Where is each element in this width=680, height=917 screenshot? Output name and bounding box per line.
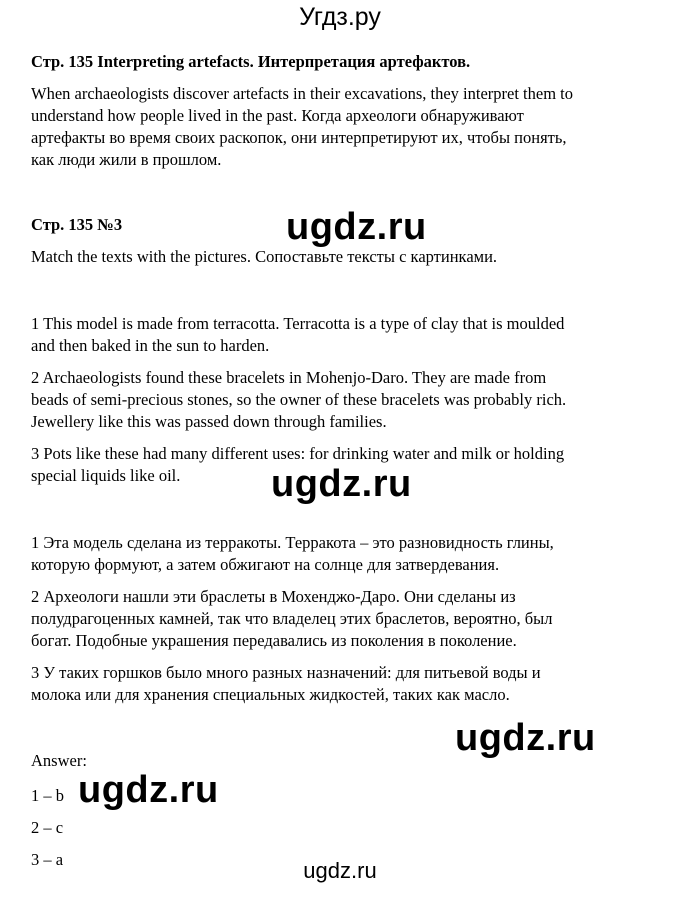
intro-line: understand how people lived in the past. Когда археологи обнаруживают	[31, 106, 524, 125]
text-line: 3 У таких горшков было много разных назначений: для питьевой воды и	[31, 663, 541, 682]
text-line: 1 Эта модель сделана из терракоты. Терракота – это разновидность глины,	[31, 533, 554, 552]
russian-text-1	[31, 532, 631, 576]
intro-line: артефакты во время своих раскопок, они интерпретируют их, чтобы понять,	[31, 128, 567, 147]
text-line: Jewellery like this was passed down through families.	[31, 412, 387, 431]
text-line: которую формуют, а затем обжигают на солнце для затвердевания.	[31, 555, 500, 574]
text-line: 2 Археологи нашли эти браслеты в Мохенджо-Даро. Они сделаны из	[31, 587, 516, 606]
text-line: 2 Archaeologists found these bracelets in Mohenjo-Daro. They are made from	[31, 368, 547, 387]
english-text-2	[31, 367, 631, 433]
answer-item: 2 – c	[31, 818, 64, 837]
text-line: 1 This model is made from terracotta. Terracotta is a type of clay that is moulded	[31, 314, 565, 333]
text-line: special liquids like oil.	[31, 466, 181, 485]
russian-text-2	[31, 586, 631, 652]
site-footer: ugdz.ru	[303, 858, 377, 883]
text-line: богат. Подобные украшения передавались из поколения в поколение.	[31, 631, 517, 650]
answer-item: 1 – b	[31, 786, 64, 805]
text-line: beads of semi-precious stones, so the owner of these bracelets was probably rich.	[31, 390, 567, 409]
watermark: ugdz.ru	[286, 206, 427, 248]
intro-line: When archaeologists discover artefacts in their excavations, they interpret them to	[31, 84, 574, 103]
text-line: and then baked in the sun to harden.	[31, 336, 270, 355]
answer-label: Answer:	[31, 751, 87, 770]
text-line: 3 Pots like these had many different uses: for drinking water and milk or holding	[31, 444, 565, 463]
intro-paragraph	[31, 83, 631, 171]
russian-text-3	[31, 662, 631, 706]
text-line: полудрагоценных камней, так что владелец этих браслетов, вероятно, был	[31, 609, 553, 628]
exercise-instruction: Match the texts with the pictures. Сопоставьте тексты с картинками.	[31, 247, 498, 266]
watermark: ugdz.ru	[271, 463, 412, 505]
site-header: Угдз.ру	[299, 3, 381, 31]
watermark: ugdz.ru	[78, 769, 219, 811]
answer-item: 3 – a	[31, 850, 64, 869]
text-line: молока или для хранения специальных жидкостей, таких как масло.	[31, 685, 510, 704]
english-text-1	[31, 313, 631, 357]
section-title-interpreting: Стр. 135 Interpreting artefacts. Интерпретация артефактов.	[31, 52, 471, 71]
exercise-title: Стр. 135 №3	[31, 215, 123, 234]
intro-line: как люди жили в прошлом.	[31, 150, 222, 169]
watermark: ugdz.ru	[455, 717, 596, 759]
